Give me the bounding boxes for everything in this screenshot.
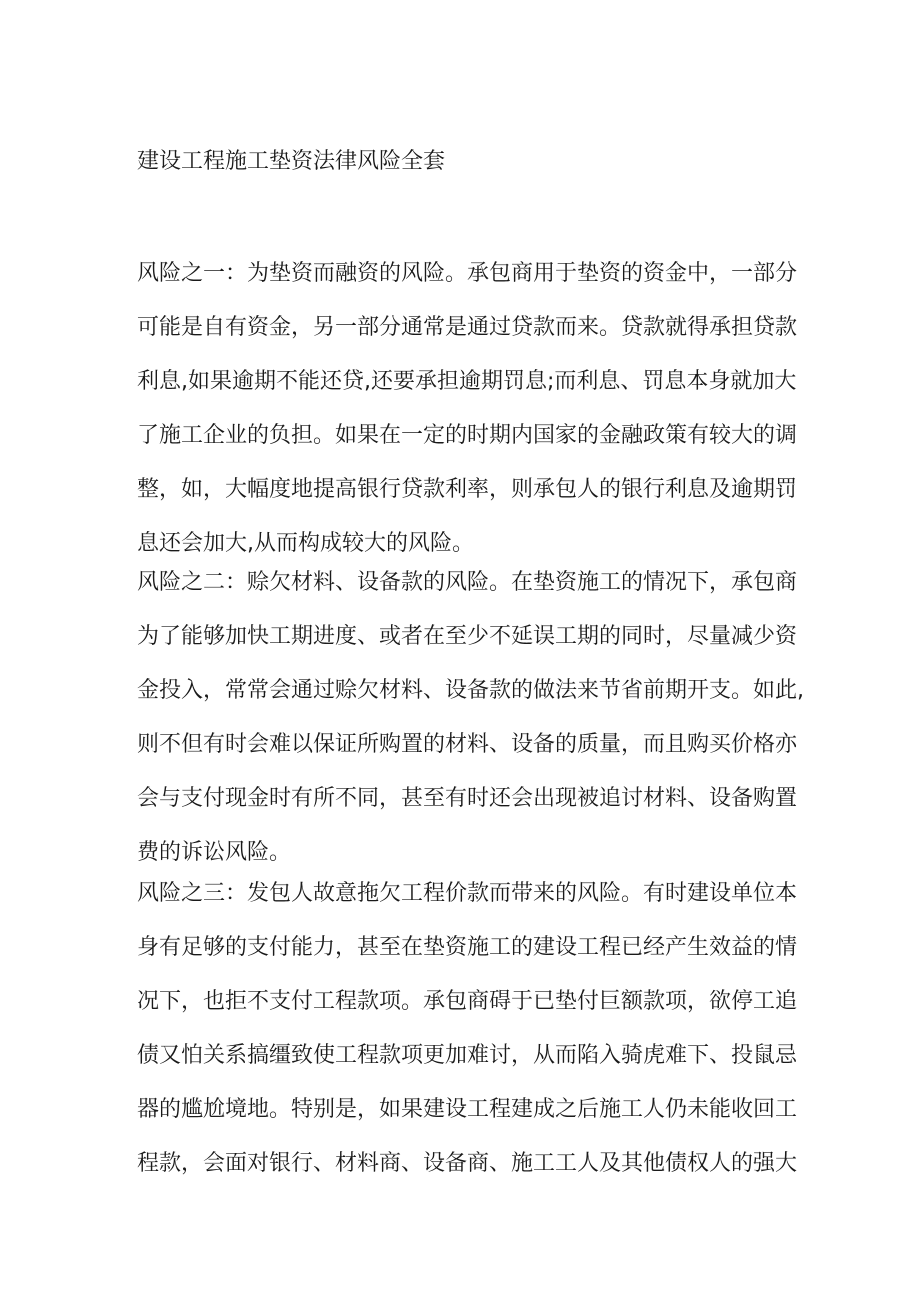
text-line: 利息,如果逾期不能还贷,还要承担逾期罚息;而利息、罚息本身就加大 [137,369,797,394]
text-line: 身有足够的支付能力，甚至在垫资施工的建设工程已经产生效益的情 [137,935,798,960]
text-line: 器的尴尬境地。特别是，如果建设工程建成之后施工人仍未能收回工 [137,1097,798,1122]
text-line: 则不但有时会难以保证所购置的材料、设备的质量，而且购买价格亦 [137,732,798,757]
text-line: 了施工企业的负担。如果在一定的时期内国家的金融政策有较大的调 [137,423,798,448]
text-line: 可能是自有资金，另一部分通常是通过贷款而来。贷款就得承担贷款 [137,315,798,340]
text-line: 整，如，大幅度地提高银行贷款利率，则承包人的银行利息及逾期罚 [137,477,798,502]
paragraph-risk-2 [137,556,804,880]
text-line: 为了能够加快工期进度、或者在至少不延误工期的同时，尽量减少资 [137,624,798,649]
text-line: 风险之二：赊欠材料、设备款的风险。在垫资施工的情况下，承包商 [137,570,798,595]
text-line: 况下，也拒不支付工程款项。承包商碍于已垫付巨额款项，欲停工追 [137,989,798,1014]
text-line: 息还会加大,从而构成较大的风险。 [137,531,474,556]
text-line: 风险之三：发包人故意拖欠工程价款而带来的风险。有时建设单位本 [137,881,798,906]
paragraph-risk-1 [137,247,797,571]
document-title: 建设工程施工垫资法律风险全套 [137,149,446,174]
text-line: 金投入，常常会通过赊欠材料、设备款的做法来节省前期开支。如此, [137,678,804,703]
text-line: 风险之一：为垫资而融资的风险。承包商用于垫资的资金中，一部分 [137,261,798,286]
text-line: 程款，会面对银行、材料商、设备商、施工工人及其他债权人的强大 [137,1151,798,1176]
paragraph-risk-3 [137,867,797,1191]
text-line: 费的诉讼风险。 [137,840,292,865]
text-line: 债又怕关系搞缰致使工程款项更加难讨，从而陷入骑虎难下、投鼠忌 [137,1043,798,1068]
text-line: 会与支付现金时有所不同，甚至有时还会出现被追讨材料、设备购置 [137,786,798,811]
